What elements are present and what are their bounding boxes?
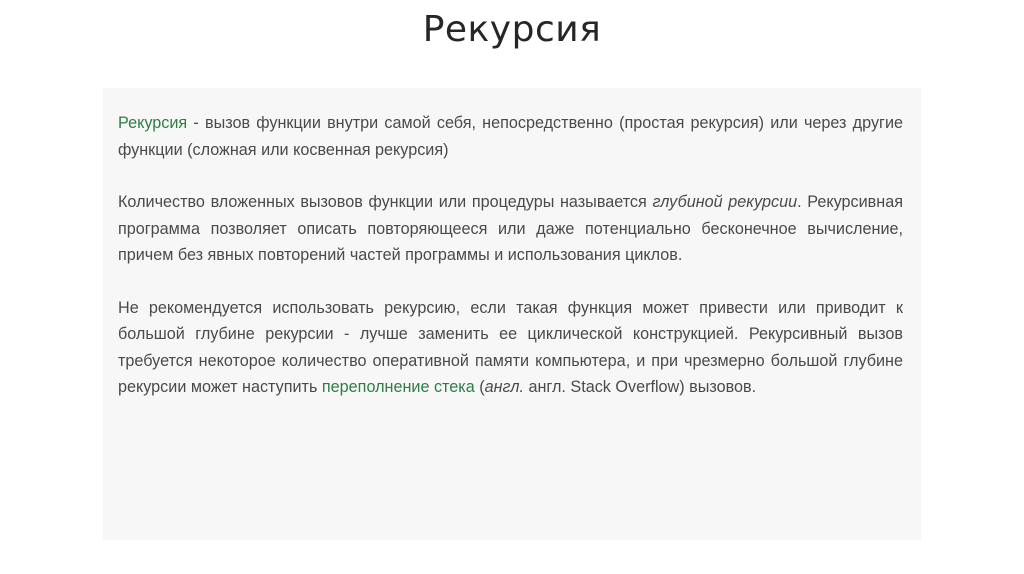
paragraph-depth: [118, 189, 903, 269]
warning-text-mid: (: [474, 378, 485, 396]
abbreviation-english: англ.: [484, 378, 524, 396]
warning-text-before: Не рекомендуется использовать рекурсию, если такая функция может привести или приводит к большой глубине рекурсии - лучше заменить ее циклической конструкцией. Рекурсивный вызов требуется некоторое количество оперативной памяти компьютера, и при чрезмерно большой глубине рекурсии может наступить: [118, 298, 903, 396]
paragraph-warning: [118, 295, 903, 401]
paragraph-definition: [118, 110, 903, 163]
depth-text-before: Количество вложенных вызовов функции или процедуры называется: [118, 193, 653, 211]
stack-overflow-link[interactable]: переполнение стека: [321, 378, 475, 396]
definition-text: - вызов функции внутри самой себя, непосредственно (простая рекурсия) или через другие функции (сложная или косвенная рекурсия): [118, 114, 903, 159]
content-panel: [103, 88, 921, 540]
recursion-link[interactable]: Рекурсия: [118, 114, 188, 132]
depth-text-after: . Рекурсивная программа позволяет описать повторяющееся или даже потенциально бесконечное вычисление, причем без явных повторений частей программы и использования циклов.: [118, 193, 903, 264]
depth-term: глубиной рекурсии: [652, 193, 798, 211]
slide-title: Рекурсия: [422, 9, 602, 50]
warning-text-after: англ. Stack Overflow) вызовов.: [523, 378, 757, 396]
